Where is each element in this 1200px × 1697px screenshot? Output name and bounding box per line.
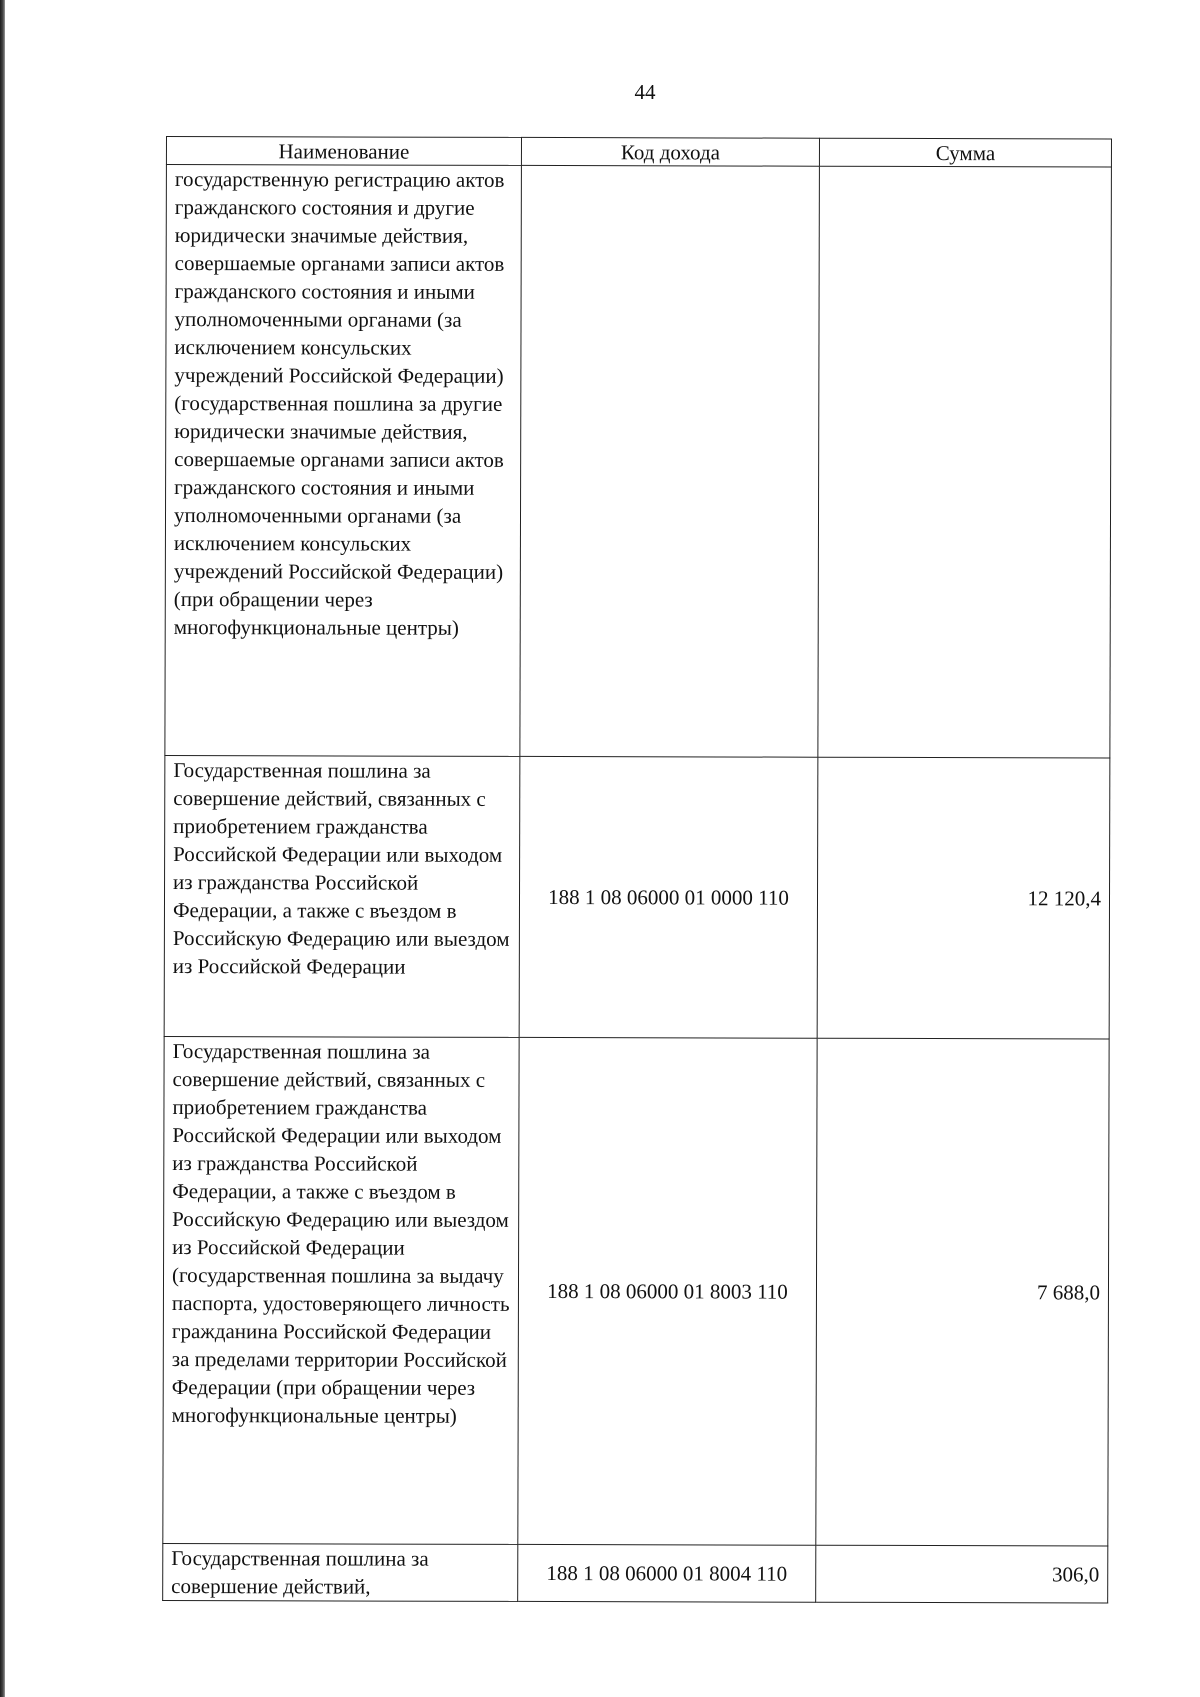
table-row xyxy=(163,1036,1109,1545)
row-sum: 306,0 xyxy=(816,1545,1108,1603)
table-row xyxy=(164,755,1110,1038)
scan-edge xyxy=(0,0,5,1697)
row-code: 188 1 08 06000 01 8003 110 xyxy=(518,1037,817,1545)
row-sum xyxy=(818,166,1112,758)
row-name: Государственная пошлина за совершение действий, xyxy=(163,1543,518,1601)
table-header-row xyxy=(166,137,1111,167)
row-name: Государственная пошлина за совершение действий, связанных с приобретением гражданства Российской Федерации или выходом из гражданства Российской Федерации, а также с въездом в Российскую Федерацию или выездом из Российской Федерации (государственная пошлина за выдачу паспорта, удостоверяющего личность гражданина Российской Федерации за пределами территории Российской Федерации (при обращении через многофункциональные центры) xyxy=(163,1036,519,1544)
row-code xyxy=(520,165,820,757)
header-name: Наименование xyxy=(166,137,521,166)
row-code: 188 1 08 06000 01 8004 110 xyxy=(518,1544,816,1602)
row-sum: 12 120,4 xyxy=(817,757,1110,1039)
page-number: 44 xyxy=(634,80,656,104)
revenue-table xyxy=(162,136,1112,1603)
row-sum: 7 688,0 xyxy=(816,1038,1109,1546)
row-name: Государственная пошлина за совершение действий, связанных с приобретением гражданства Российской Федерации или выходом из гражданства Российской Федерации, а также с въездом в Российскую Федерацию или выездом из Российской Федерации xyxy=(164,755,520,1037)
row-code: 188 1 08 06000 01 0000 110 xyxy=(519,756,818,1038)
table-row xyxy=(163,1543,1108,1602)
header-income-code: Код дохода xyxy=(521,137,819,166)
header-sum: Сумма xyxy=(819,138,1111,167)
row-name: государственную регистрацию актов гражданского состояния и другие юридически значимые действия, совершаемые органами записи актов гражданского состояния и иными уполномоченными органами (за исключением консульских учреждений Российской Федерации) (государственная пошлина за другие юридически значимые действия, совершаемые органами записи актов гражданского состояния и иными уполномоченными органами (за исключением консульских учреждений Российской Федерации) (при обращении через многофункциональные центры) xyxy=(165,165,522,757)
table-row xyxy=(165,165,1112,758)
